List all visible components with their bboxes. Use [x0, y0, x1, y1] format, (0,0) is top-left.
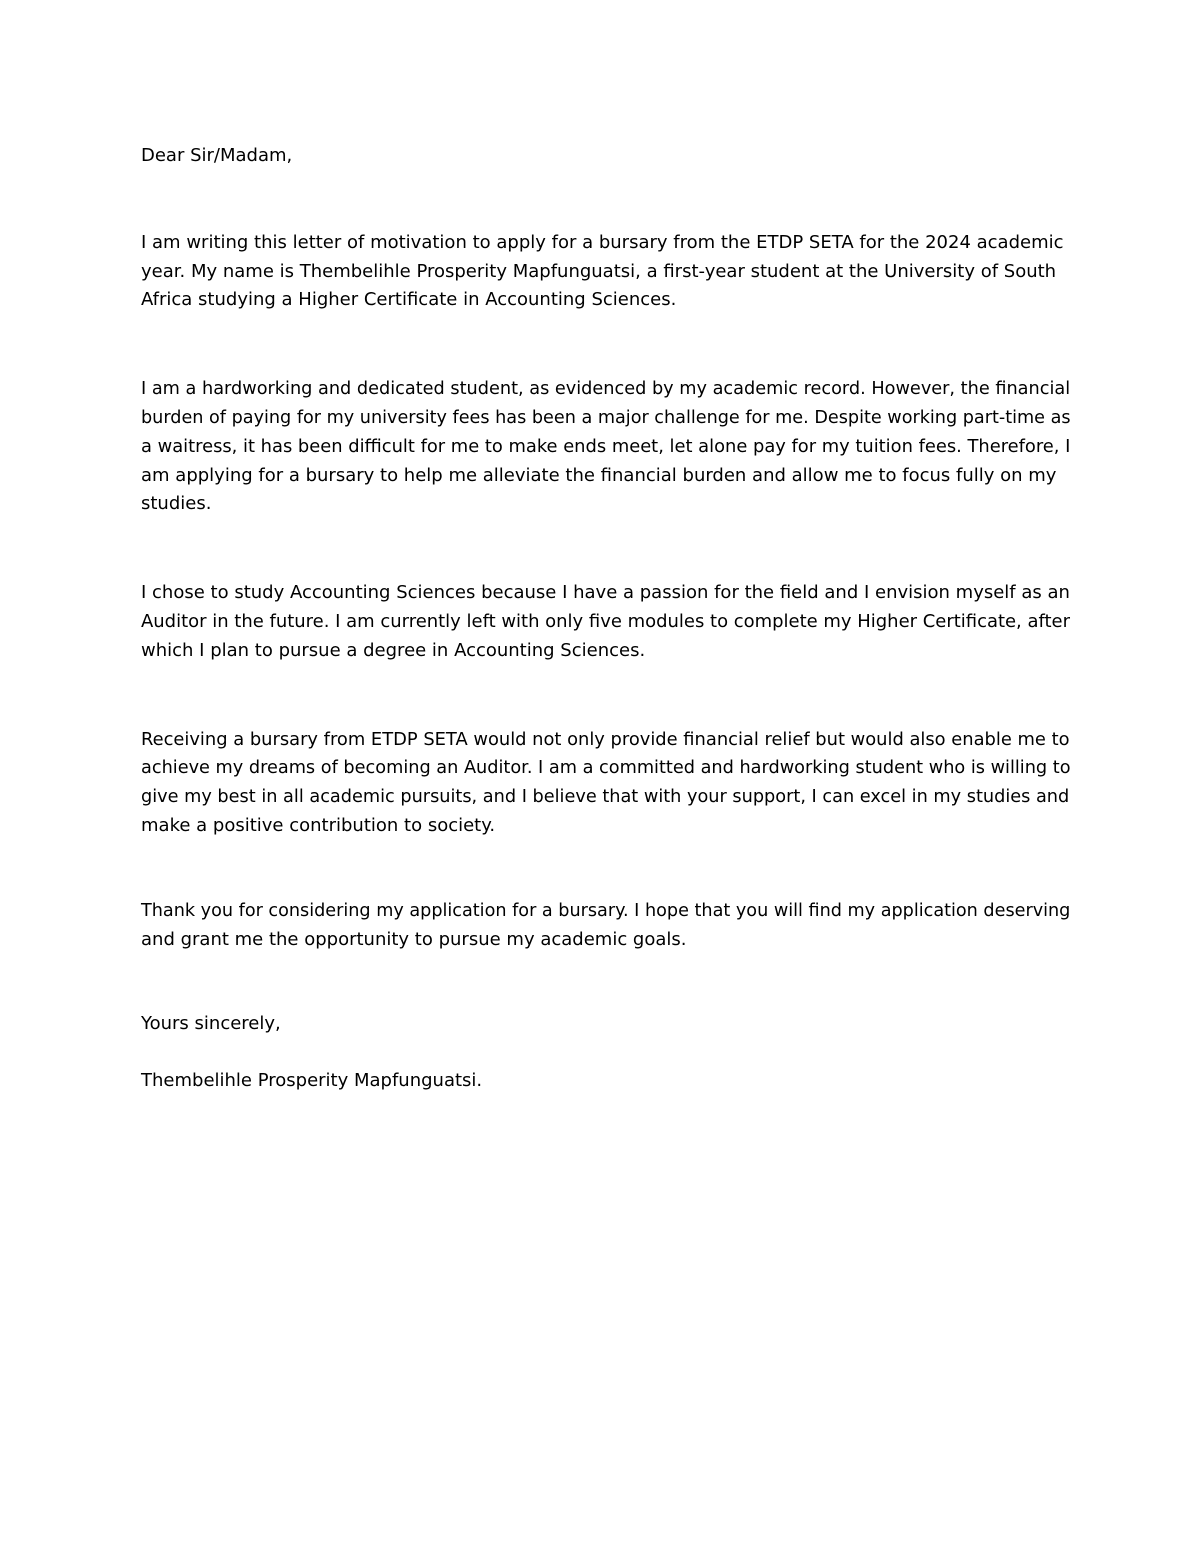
letter-body [141, 142, 1071, 1096]
closing: Yours sincerely, [141, 1013, 281, 1035]
spacer [141, 519, 1071, 579]
paragraph-line: Receiving a bursary from ETDP SETA would not only provide financial relief but would also enable me to [141, 728, 1070, 750]
paragraph-line: I chose to study Accounting Sciences because I have a passion for the field and I envision myself as an [141, 582, 1070, 604]
paragraph-bursary-impact [141, 726, 1071, 841]
paragraph-line: year. My name is Thembelihle Prosperity Mapfunguatsi, a first-year student at the University of South [141, 260, 1057, 282]
salutation: Dear Sir/Madam, [141, 145, 293, 166]
spacer [141, 841, 1071, 897]
spacer [141, 315, 1071, 375]
paragraph-line: Thank you for considering my application for a bursary. I hope that you will find my application deserving [141, 900, 1071, 921]
spacer [141, 171, 1071, 229]
signature-name: Thembelihle Prosperity Mapfunguatsi. [141, 1070, 483, 1092]
spacer [141, 954, 1071, 1010]
spacer [141, 666, 1071, 726]
paragraph-financial-need [141, 375, 1071, 519]
paragraph-line: and grant me the opportunity to pursue my academic goals. [141, 928, 687, 950]
paragraph-thanks [141, 897, 1071, 955]
paragraph-line: make a positive contribution to society. [141, 814, 496, 836]
paragraph-line: I am a hardworking and dedicated student, as evidenced by my academic record. However, the financial [141, 379, 1071, 400]
paragraph-line: which I plan to pursue a degree in Accounting Sciences. [141, 639, 646, 661]
paragraph-line: Africa studying a Higher Certificate in Accounting Sciences. [141, 289, 677, 311]
paragraph-line: a waitress, it has been difficult for me to make ends meet, let alone pay for my tuition fees. Therefore, I [141, 435, 1071, 457]
paragraph-line: give my best in all academic pursuits, and I believe that with your support, I can excel in my studies and [141, 787, 1070, 808]
paragraph-line: am applying for a bursary to help me alleviate the financial burden and allow me to focus fully on my [141, 464, 1057, 486]
paragraph-study-choice [141, 579, 1071, 665]
paragraph-line: studies. [141, 493, 212, 515]
paragraph-line: achieve my dreams of becoming an Auditor. I am a committed and hardworking student who is willing to [141, 758, 1071, 779]
paragraph-intro [141, 229, 1071, 315]
paragraph-line: Auditor in the future. I am currently left with only five modules to complete my Higher Certificate, after [141, 610, 1070, 632]
paragraph-line: I am writing this letter of motivation to apply for a bursary from the ETDP SETA for the 2024 academic [141, 231, 1064, 253]
paragraph-line: burden of paying for my university fees has been a major challenge for me. Despite working part-time as [141, 407, 1071, 428]
spacer [141, 1039, 1071, 1067]
